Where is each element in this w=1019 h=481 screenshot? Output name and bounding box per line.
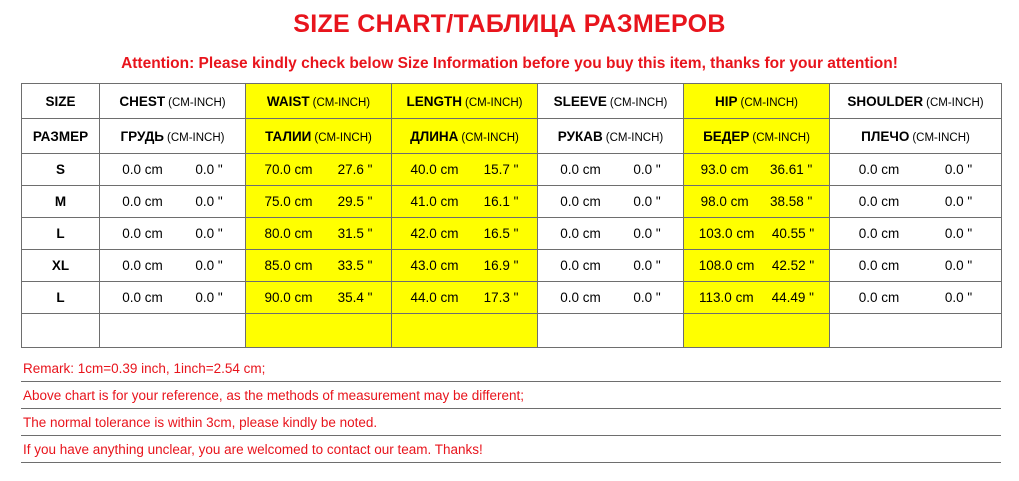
header-label: SHOULDER — [847, 93, 924, 109]
header-label: SLEEVE — [553, 93, 607, 109]
header-label: CHEST — [119, 93, 166, 109]
value-inch: 0.0 " — [944, 226, 973, 241]
value-inch: 40.55 " — [771, 226, 815, 241]
value-inch: 0.0 " — [944, 194, 973, 209]
measurement-pair — [538, 290, 683, 305]
value-cm: 0.0 cm — [858, 290, 900, 305]
measurement-pair — [246, 290, 391, 305]
measurement-pair — [830, 290, 1001, 305]
measurement-cell — [392, 282, 538, 314]
measurement-cell — [830, 250, 1002, 282]
measurement-pair — [392, 226, 537, 241]
header-unit: (CM-INCH) — [752, 131, 810, 144]
header-label: SIZE — [45, 93, 76, 109]
measurement-pair — [100, 258, 245, 273]
note-contact: If you have anything unclear, you are welcomed to contact our team. Thanks! — [21, 436, 1001, 463]
value-inch: 0.0 " — [195, 194, 223, 209]
value-cm: 0.0 cm — [560, 226, 601, 241]
header-label: ГРУДЬ — [120, 128, 165, 144]
header-shoulder-ru — [830, 119, 1002, 154]
measurement-pair — [684, 194, 829, 209]
value-inch: 44.49 " — [771, 290, 814, 305]
value-inch: 0.0 " — [633, 258, 661, 273]
measurement-cell — [684, 154, 830, 186]
measurement-pair — [538, 258, 683, 273]
value-cm: 75.0 cm — [264, 194, 313, 209]
measurement-cell — [246, 218, 392, 250]
header-label: ТАЛИИ — [265, 128, 312, 144]
measurement-cell — [830, 186, 1002, 218]
size-label: M — [22, 186, 100, 218]
header-unit: (CM-INCH) — [465, 96, 523, 109]
measurement-cell — [538, 250, 684, 282]
value-inch: 29.5 " — [337, 194, 373, 209]
measurement-cell — [538, 282, 684, 314]
value-inch: 0.0 " — [633, 194, 661, 209]
measurement-pair — [100, 290, 245, 305]
value-inch: 0.0 " — [633, 162, 661, 177]
value-cm: 0.0 cm — [858, 194, 900, 209]
measurement-pair — [684, 258, 829, 273]
note-remark: Remark: 1cm=0.39 inch, 1inch=2.54 cm; — [21, 355, 1001, 382]
measurement-cell — [100, 154, 246, 186]
header-unit: (CM-INCH) — [314, 131, 372, 144]
value-cm: 85.0 cm — [264, 258, 313, 273]
value-inch: 0.0 " — [944, 258, 973, 273]
value-cm: 0.0 cm — [560, 194, 601, 209]
measurement-cell — [684, 218, 830, 250]
value-inch: 16.9 " — [483, 258, 519, 273]
empty-cell — [22, 314, 100, 348]
measurement-cell — [538, 218, 684, 250]
measurement-cell — [100, 250, 246, 282]
value-cm: 80.0 cm — [264, 226, 313, 241]
empty-cell — [392, 314, 538, 348]
value-inch: 35.4 " — [337, 290, 373, 305]
value-inch: 16.5 " — [483, 226, 519, 241]
header-unit: (CM-INCH) — [605, 131, 664, 144]
header-size-ru — [22, 119, 100, 154]
measurement-pair — [684, 290, 829, 305]
value-cm: 90.0 cm — [264, 290, 313, 305]
header-unit: (CM-INCH) — [312, 96, 371, 109]
measurement-cell — [538, 186, 684, 218]
measurement-cell — [830, 282, 1002, 314]
empty-cell — [538, 314, 684, 348]
measurement-pair — [392, 258, 537, 273]
header-unit: (CM-INCH) — [609, 96, 668, 109]
header-unit: (CM-INCH) — [912, 131, 970, 144]
measurement-cell — [100, 282, 246, 314]
size-label: L — [22, 218, 100, 250]
value-cm: 98.0 cm — [700, 194, 749, 209]
value-cm: 0.0 cm — [560, 290, 601, 305]
measurement-pair — [684, 162, 829, 177]
value-cm: 43.0 cm — [410, 258, 459, 273]
value-inch: 38.58 " — [770, 194, 813, 209]
empty-cell — [830, 314, 1002, 348]
value-inch: 27.6 " — [337, 162, 373, 177]
value-inch: 31.5 " — [337, 226, 373, 241]
header-sleeve-ru — [538, 119, 684, 154]
header-waist-ru — [246, 119, 392, 154]
measurement-pair — [246, 258, 391, 273]
value-inch: 0.0 " — [944, 162, 973, 177]
measurement-pair — [246, 162, 391, 177]
measurement-pair — [830, 162, 1001, 177]
measurement-pair — [392, 290, 537, 305]
value-cm: 0.0 cm — [858, 226, 900, 241]
measurement-cell — [392, 186, 538, 218]
measurement-pair — [830, 226, 1001, 241]
header-label: РУКАВ — [557, 128, 603, 144]
header-label: HIP — [715, 93, 738, 109]
data-rows — [22, 154, 1002, 314]
measurement-cell — [246, 154, 392, 186]
empty-cell — [246, 314, 392, 348]
header-length-en — [392, 84, 538, 119]
value-cm: 0.0 cm — [122, 258, 163, 273]
measurement-cell — [830, 218, 1002, 250]
empty-cell — [684, 314, 830, 348]
header-label: ДЛИНА — [410, 128, 459, 144]
value-cm: 42.0 cm — [410, 226, 459, 241]
size-chart-table — [21, 83, 1002, 348]
header-label: WAIST — [266, 93, 310, 109]
header-unit: (CM-INCH) — [168, 96, 226, 109]
size-row — [22, 186, 1002, 218]
header-chest-en — [100, 84, 246, 119]
value-cm: 0.0 cm — [858, 258, 900, 273]
measurement-pair — [392, 194, 537, 209]
value-inch: 0.0 " — [195, 258, 223, 273]
measurement-pair — [538, 194, 683, 209]
value-cm: 41.0 cm — [410, 194, 459, 209]
size-row — [22, 218, 1002, 250]
measurement-pair — [246, 226, 391, 241]
header-hip-ru — [684, 119, 830, 154]
header-unit: (CM-INCH) — [926, 96, 984, 109]
value-inch: 0.0 " — [195, 290, 223, 305]
value-inch: 0.0 " — [944, 290, 973, 305]
header-row-english — [22, 84, 1002, 119]
empty-row — [22, 314, 1002, 348]
note-reference: Above chart is for your reference, as the methods of measurement may be different; — [21, 382, 1001, 409]
measurement-pair — [246, 194, 391, 209]
value-inch: 0.0 " — [633, 290, 661, 305]
header-length-ru — [392, 119, 538, 154]
header-waist-en — [246, 84, 392, 119]
measurement-cell — [246, 250, 392, 282]
value-cm: 0.0 cm — [122, 162, 163, 177]
header-sleeve-en — [538, 84, 684, 119]
header-label: LENGTH — [406, 93, 462, 109]
size-row — [22, 282, 1002, 314]
measurement-pair — [100, 226, 245, 241]
value-inch: 0.0 " — [195, 162, 223, 177]
size-row — [22, 250, 1002, 282]
value-cm: 0.0 cm — [858, 162, 900, 177]
value-cm: 44.0 cm — [410, 290, 459, 305]
header-chest-ru — [100, 119, 246, 154]
measurement-cell — [830, 154, 1002, 186]
measurement-cell — [684, 186, 830, 218]
value-cm: 93.0 cm — [700, 162, 749, 177]
measurement-pair — [392, 162, 537, 177]
header-label: БЕДЕР — [703, 128, 750, 144]
value-inch: 42.52 " — [771, 258, 815, 273]
attention-notice: Attention: Please kindly check below Size Information before you buy this item, thanks for your attention! — [121, 55, 898, 72]
notes-list — [21, 355, 1001, 463]
value-cm: 0.0 cm — [560, 162, 601, 177]
measurement-cell — [100, 186, 246, 218]
size-label: L — [22, 282, 100, 314]
measurement-pair — [684, 226, 829, 241]
header-unit: (CM-INCH) — [167, 131, 225, 144]
header-shoulder-en — [830, 84, 1002, 119]
value-cm: 0.0 cm — [122, 226, 163, 241]
measurement-cell — [392, 218, 538, 250]
value-inch: 0.0 " — [195, 226, 223, 241]
value-cm: 70.0 cm — [264, 162, 313, 177]
header-unit: (CM-INCH) — [461, 131, 519, 144]
size-label: S — [22, 154, 100, 186]
header-hip-en — [684, 84, 830, 119]
measurement-pair — [100, 162, 245, 177]
value-inch: 36.61 " — [770, 162, 813, 177]
value-inch: 33.5 " — [337, 258, 373, 273]
empty-cell — [100, 314, 246, 348]
measurement-cell — [392, 250, 538, 282]
header-row-russian — [22, 119, 1002, 154]
header-label: РАЗМЕР — [32, 128, 89, 144]
measurement-cell — [684, 250, 830, 282]
value-cm: 108.0 cm — [698, 258, 755, 273]
size-label: XL — [22, 250, 100, 282]
header-label: ПЛЕЧО — [861, 128, 910, 144]
measurement-cell — [246, 282, 392, 314]
measurement-cell — [246, 186, 392, 218]
measurement-cell — [100, 218, 246, 250]
value-inch: 15.7 " — [483, 162, 519, 177]
measurement-pair — [830, 194, 1001, 209]
header-size-en — [22, 84, 100, 119]
value-cm: 0.0 cm — [560, 258, 601, 273]
measurement-pair — [830, 258, 1001, 273]
note-tolerance: The normal tolerance is within 3cm, please kindly be noted. — [21, 409, 1001, 436]
value-inch: 17.3 " — [483, 290, 519, 305]
value-cm: 0.0 cm — [122, 194, 163, 209]
measurement-pair — [538, 226, 683, 241]
measurement-pair — [100, 194, 245, 209]
value-cm: 0.0 cm — [122, 290, 163, 305]
value-cm: 113.0 cm — [699, 290, 754, 305]
header-unit: (CM-INCH) — [740, 96, 798, 109]
measurement-cell — [392, 154, 538, 186]
value-inch: 16.1 " — [483, 194, 519, 209]
measurement-cell — [538, 154, 684, 186]
size-row — [22, 154, 1002, 186]
value-cm: 40.0 cm — [410, 162, 459, 177]
page-title: SIZE CHART/ТАБЛИЦА РАЗМЕРОВ — [293, 10, 726, 38]
value-inch: 0.0 " — [633, 226, 661, 241]
value-cm: 103.0 cm — [698, 226, 755, 241]
measurement-pair — [538, 162, 683, 177]
measurement-cell — [684, 282, 830, 314]
